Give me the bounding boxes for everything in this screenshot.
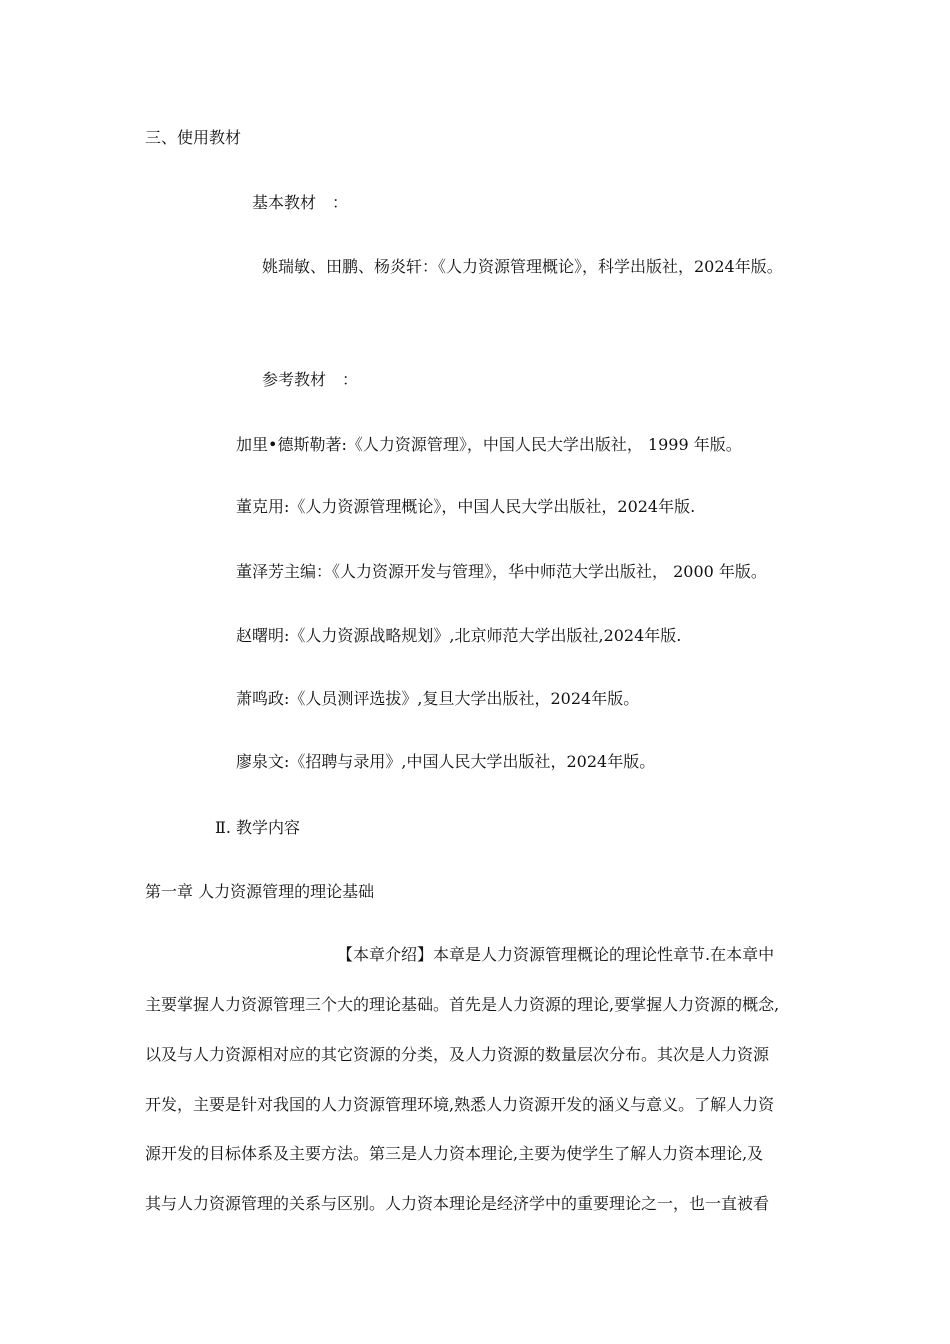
basic-textbooks-label: 基本教材 ： [252,193,349,212]
basic-textbook-item: 姚瑞敏、田鹏、杨炎轩：《人力资源管理概论》，科学出版社，2024年版。 [262,257,783,276]
chapter-intro-line: 以及与人力资源相对应的其它资源的分类，及人力资源的数量层次分布。其次是人力资源 [145,1045,770,1064]
reference-textbook-item: 董泽芳主编：《人力资源开发与管理》，华中师范大学出版社， 2000 年版。 [236,562,767,581]
reference-textbook-item: 董克用:《人力资源管理概论》，中国人民大学出版社，2024年版. [236,497,696,516]
section-three-heading: 三、使用教材 [145,128,242,147]
chapter-intro-line: 源开发的目标体系及主要方法。第三是人力资本理论,主要为使学生了解人力资本理论,及 [145,1144,764,1163]
part-two-heading: Ⅱ. 教学内容 [215,818,301,837]
reference-textbook-item: 廖泉文:《招聘与录用》,中国人民大学出版社，2024年版。 [236,752,656,771]
reference-textbooks-label: 参考教材 ： [262,370,359,389]
reference-textbook-item: 萧鸣政:《人员测评选拔》,复旦大学出版社，2024年版。 [236,689,640,708]
chapter-one-title: 第一章 人力资源管理的理论基础 [145,882,375,901]
reference-textbook-item: 赵曙明:《人力资源战略规划》,北京师范大学出版社,2024年版. [236,626,682,645]
reference-textbook-item: 加里•德斯勒著:《人力资源管理》，中国人民大学出版社， 1999 年版。 [236,435,742,454]
chapter-intro-line: 主要掌握人力资源管理三个大的理论基础。首先是人力资源的理论,要掌握人力资源的概念, [145,995,780,1014]
chapter-intro-line: 【本章介绍】本章是人力资源管理概论的理论性章节.在本章中 [337,945,775,964]
chapter-intro-line: 开发，主要是针对我国的人力资源管理环境,熟悉人力资源开发的涵义与意义。了解人力资 [145,1095,775,1114]
chapter-intro-line: 其与人力资源管理的关系与区别。人力资本理论是经济学中的重要理论之一，也一直被看 [145,1194,770,1213]
